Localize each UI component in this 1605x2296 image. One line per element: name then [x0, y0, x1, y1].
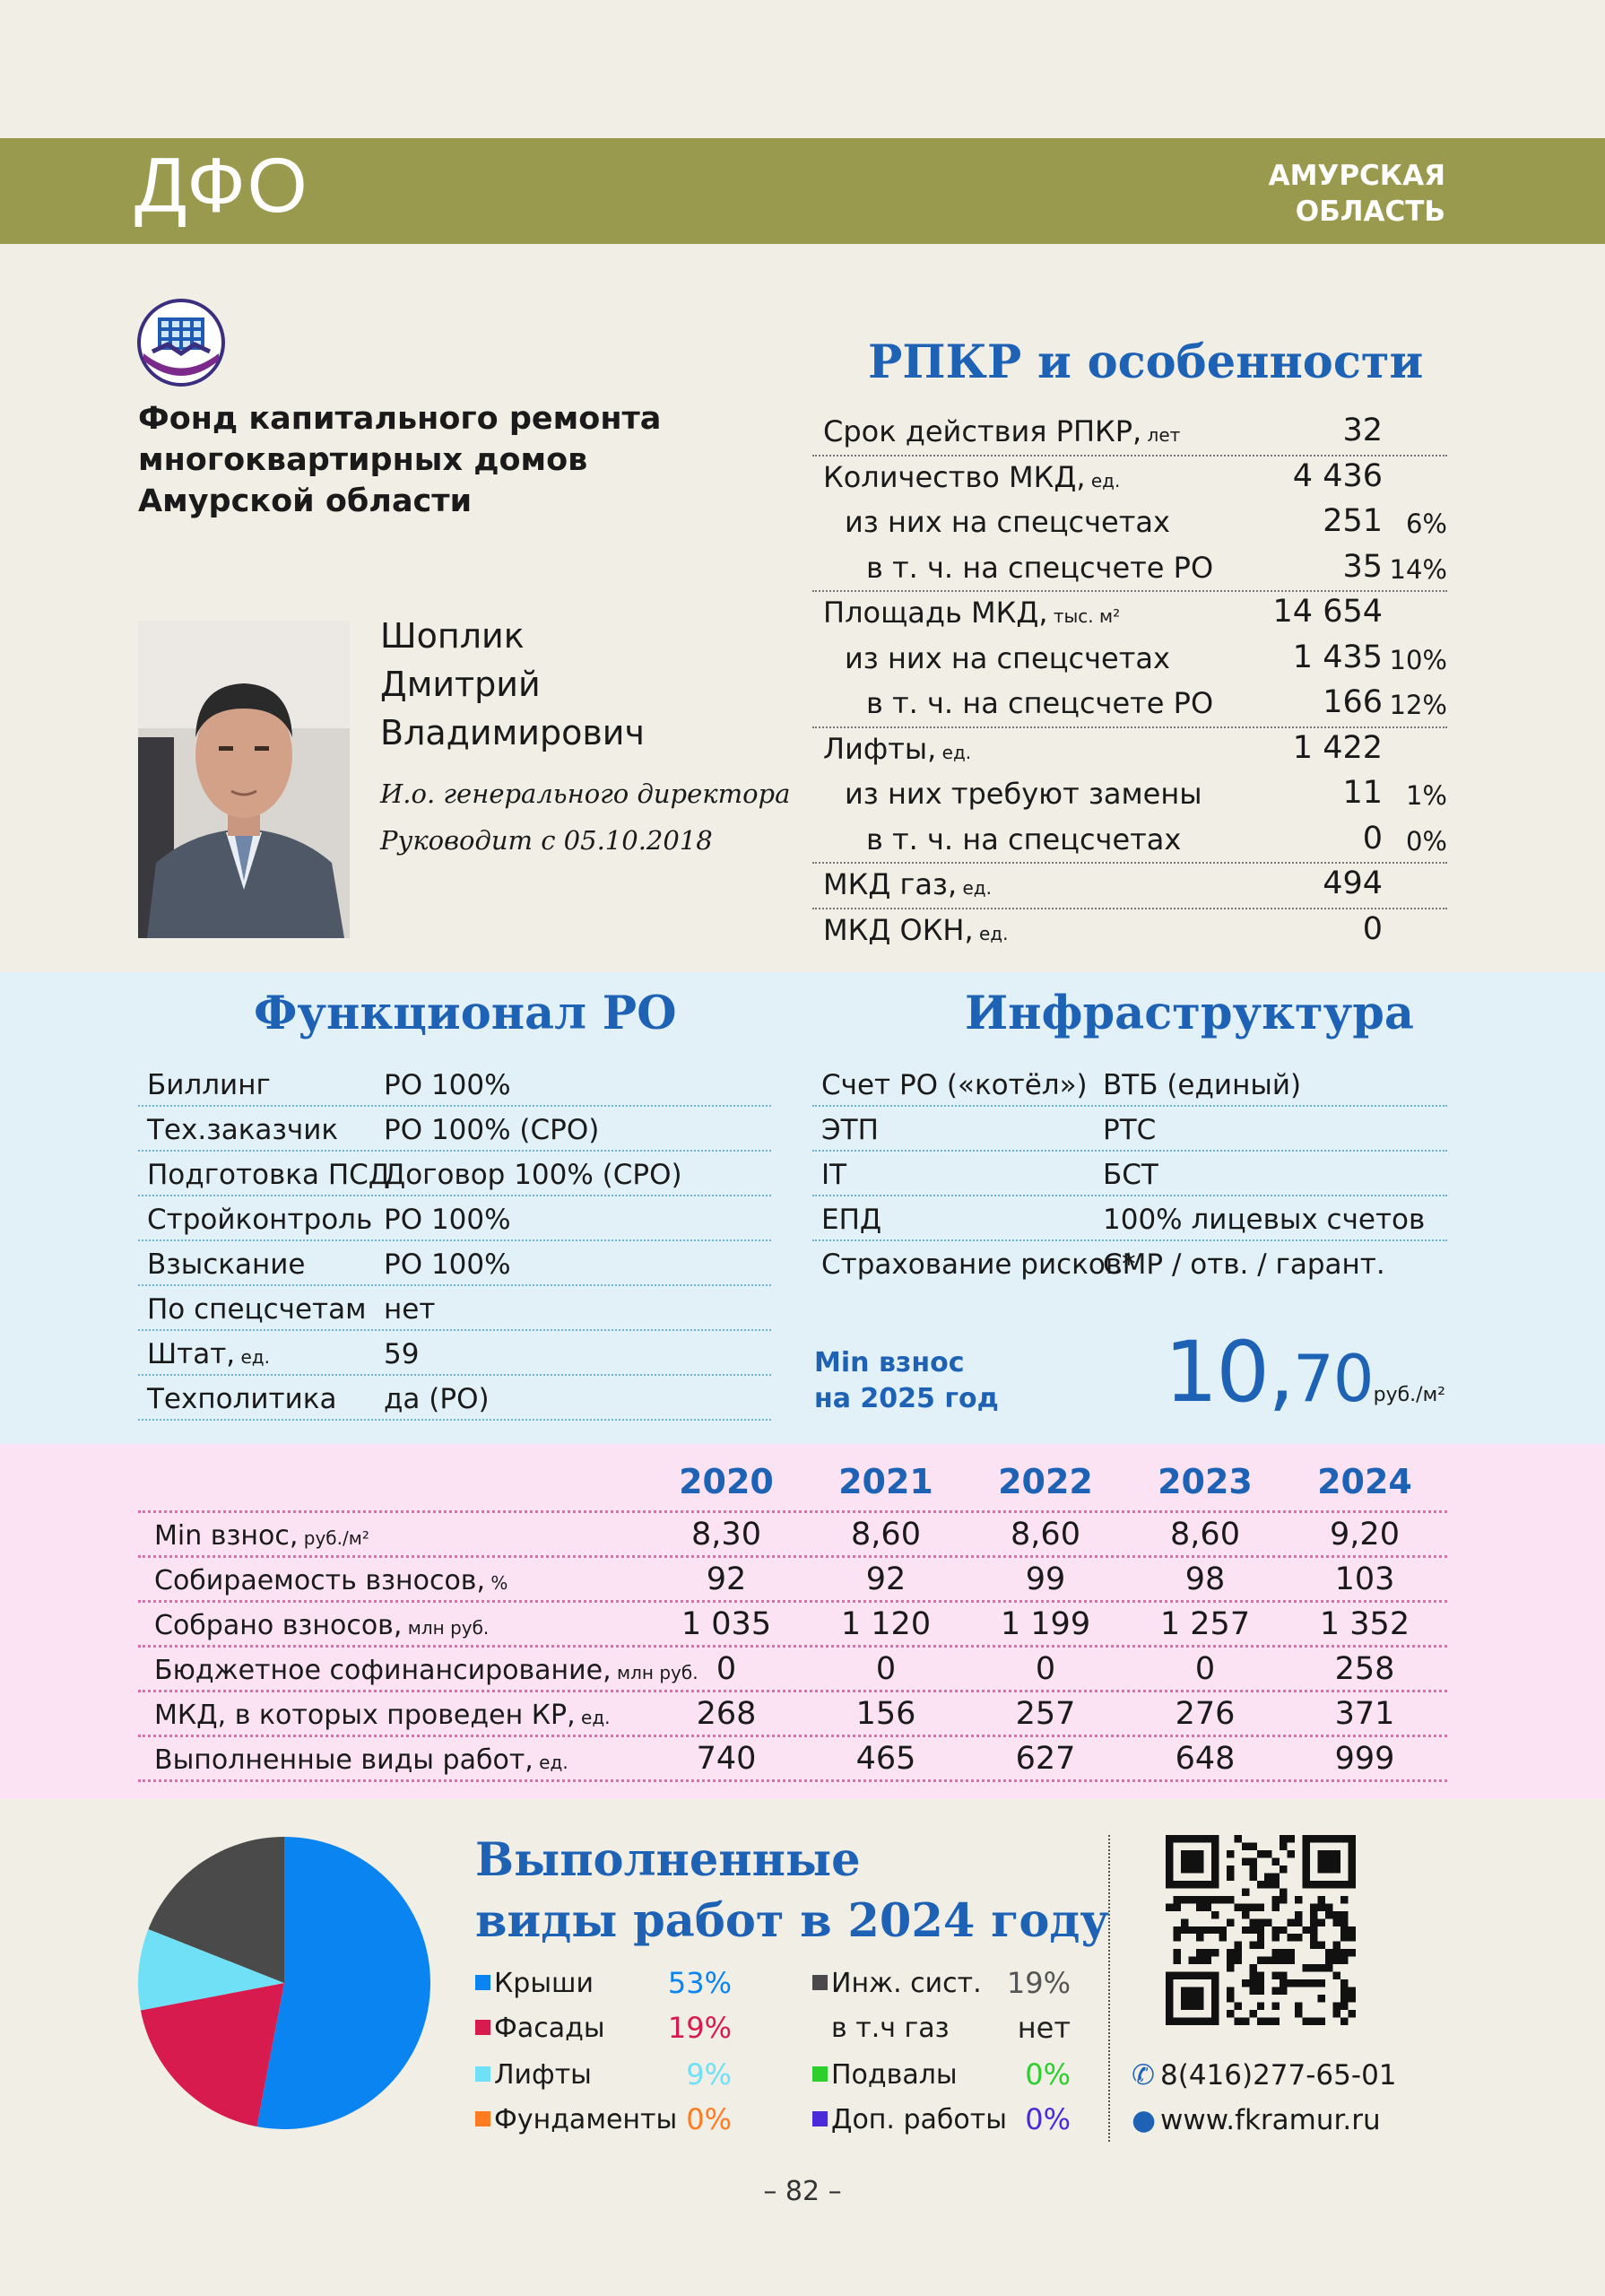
functional-row [138, 1331, 771, 1376]
functional-row [138, 1196, 771, 1241]
yearly-cell: 0 [716, 1651, 737, 1687]
infrastructure-row-value: БСТ [1103, 1159, 1158, 1191]
infrastructure-row [812, 1107, 1447, 1152]
rpkr-row [812, 547, 1447, 593]
yearly-row-unit: ед. [575, 1707, 611, 1728]
infrastructure-row-value: РТС [1103, 1114, 1157, 1146]
rpkr-row-unit: ед. [1085, 469, 1121, 491]
yearly-cell: 1 199 [1000, 1606, 1091, 1642]
organization-name-line1: Фонд капитального ремонта [138, 401, 662, 437]
yearly-cell: 0 [1194, 1651, 1216, 1687]
yearly-cell: 156 [855, 1696, 916, 1732]
rpkr-row-label-text: из них требуют замены [845, 777, 1202, 811]
functional-row-label-text: Подготовка ПСД [147, 1159, 391, 1191]
yearly-row-label-text: Бюджетное софинансирование, [154, 1655, 612, 1686]
rpkr-row-unit: лет [1141, 424, 1181, 446]
legend-swatch [475, 2066, 490, 2082]
rpkr-row [812, 864, 1447, 909]
yearly-row [138, 1513, 1447, 1558]
yearly-cell: 98 [1184, 1561, 1226, 1597]
yearly-row-label [154, 1520, 369, 1552]
rpkr-row-label-text: Количество МКД, [823, 459, 1086, 494]
legend-percent: 0% [686, 2102, 732, 2136]
min-contribution-value-int: 10, [1164, 1324, 1293, 1422]
functional-table [138, 1062, 771, 1421]
yearly-cell: 740 [696, 1741, 757, 1777]
qr-code [1166, 1835, 1356, 2025]
rpkr-row-label [866, 551, 1213, 585]
legend-item [475, 2059, 592, 2091]
rpkr-row-label [823, 913, 1009, 947]
page-number: – 82 – [763, 2176, 842, 2207]
rpkr-row-unit: ед. [973, 922, 1009, 944]
rpkr-row-label-text: МКД газ, [823, 867, 958, 901]
rpkr-row-label-text: в т. ч. на спецсчетах [866, 822, 1182, 857]
legend-percent: нет [1017, 2011, 1071, 2045]
infrastructure-row [812, 1062, 1447, 1107]
phone-icon: ✆ [1132, 2059, 1155, 2092]
functional-row-label-text: Биллинг [147, 1069, 271, 1101]
legend-swatch [812, 2020, 828, 2035]
legend-item [812, 2013, 950, 2044]
rpkr-row-label [845, 777, 1202, 811]
rpkr-row-percent: 6% [1405, 509, 1447, 539]
functional-row-value: 59 [384, 1338, 420, 1370]
functional-row-label [147, 1293, 367, 1326]
rpkr-row-value: 251 [1323, 503, 1383, 539]
yearly-cell: 371 [1334, 1696, 1395, 1732]
functional-row-unit: ед. [235, 1346, 270, 1368]
rpkr-row-label-text: из них на спецсчетах [845, 505, 1170, 539]
rpkr-row-unit: ед. [936, 741, 972, 763]
rpkr-row [812, 819, 1447, 865]
min-contribution-label-line2: на 2025 год [814, 1383, 999, 1414]
yearly-row-label-text: МКД, в которых проведен КР, [154, 1700, 576, 1731]
director-photo [138, 621, 350, 938]
yearly-cell: 1 352 [1319, 1606, 1410, 1642]
rpkr-row-value: 11 [1342, 775, 1383, 811]
yearly-row-label-text: Собрано взносов, [154, 1610, 403, 1641]
rpkr-row [812, 728, 1447, 774]
rpkr-row [812, 411, 1447, 457]
legend-item [475, 2013, 605, 2044]
yearly-cell: 92 [706, 1561, 747, 1597]
legend-label: Крыши [494, 1968, 594, 1999]
legend-percent: 9% [686, 2057, 732, 2092]
rpkr-row [812, 457, 1447, 502]
legend-label: Подвалы [831, 2059, 958, 2091]
functional-row-value: Договор 100% (СРО) [384, 1159, 682, 1191]
functional-section-title: Функционал РО [254, 987, 677, 1040]
director-name [380, 612, 645, 757]
yearly-cell: 268 [696, 1696, 757, 1732]
rpkr-table [812, 411, 1447, 954]
infrastructure-row-value: 100% лицевых счетов [1103, 1204, 1426, 1236]
yearly-cell: 92 [865, 1561, 907, 1597]
functional-row-label [147, 1114, 338, 1146]
legend-swatch [812, 2066, 828, 2082]
rpkr-row-value: 35 [1342, 548, 1383, 585]
rpkr-section-title: РПКР и особенности [868, 335, 1424, 389]
works-section-title [475, 1830, 1109, 1952]
legend-item [812, 1968, 982, 1999]
works-pie-chart [136, 1835, 432, 2131]
legend-swatch [475, 1975, 490, 1990]
yearly-row-label-text: Выполненные виды работ, [154, 1744, 534, 1776]
legend-percent: 19% [1006, 1966, 1071, 2000]
yearly-row-unit: млн руб. [402, 1617, 490, 1639]
legend-swatch [475, 2111, 490, 2126]
rpkr-row-percent: 14% [1389, 553, 1447, 585]
yearly-row-label [154, 1565, 508, 1596]
year-header: 2024 [1317, 1462, 1412, 1501]
director-first-name: Дмитрий [380, 665, 541, 704]
min-contribution-unit: руб./м² [1373, 1384, 1445, 1406]
infrastructure-row-label: ЕПД [821, 1204, 882, 1236]
contacts-divider [1108, 1835, 1110, 2142]
functional-row [138, 1152, 771, 1196]
contact-phone-number: 8(416)277-65-01 [1160, 2059, 1397, 2092]
infrastructure-table [812, 1062, 1447, 1286]
rpkr-row [812, 592, 1447, 638]
yearly-cell: 648 [1175, 1741, 1236, 1777]
yearly-cell: 8,30 [691, 1517, 761, 1552]
works-title-line2: виды работ в 2024 году [475, 1894, 1110, 1948]
functional-row [138, 1107, 771, 1152]
infrastructure-row [812, 1196, 1447, 1241]
infrastructure-row-value: СМР / отв. / гарант. [1103, 1248, 1385, 1281]
functional-row-label-text: Тех.заказчик [147, 1114, 339, 1146]
infrastructure-section-title: Инфраструктура [965, 987, 1414, 1040]
infrastructure-row [812, 1241, 1447, 1286]
yearly-row [138, 1558, 1447, 1603]
yearly-cell: 9,20 [1330, 1517, 1400, 1552]
yearly-cell: 0 [875, 1651, 897, 1687]
rpkr-row-label [845, 641, 1170, 675]
rpkr-row-percent: 12% [1389, 690, 1447, 720]
rpkr-row-label [823, 460, 1120, 494]
fund-logo-icon [136, 298, 226, 387]
yearly-row-label [154, 1744, 568, 1776]
rpkr-row-value: 0 [1362, 820, 1383, 857]
legend-swatch [812, 2111, 828, 2126]
yearly-cell: 1 035 [681, 1606, 772, 1642]
functional-row-label-text: Штат, [147, 1338, 236, 1370]
rpkr-row-label-text: Срок действия РПКР, [823, 414, 1142, 448]
functional-row-label [147, 1248, 305, 1281]
rpkr-row-label [823, 414, 1180, 448]
yearly-row-unit: % [485, 1572, 508, 1594]
yearly-cell: 103 [1334, 1561, 1395, 1597]
yearly-cell: 8,60 [1170, 1517, 1240, 1552]
legend-swatch [812, 1975, 828, 1990]
rpkr-row [812, 773, 1447, 819]
rpkr-row-label-text: в т. ч. на спецсчете РО [866, 686, 1214, 720]
yearly-cell: 465 [855, 1741, 916, 1777]
rpkr-row [812, 501, 1447, 547]
legend-percent: 53% [667, 1966, 732, 2000]
rpkr-row-percent: 1% [1405, 780, 1447, 811]
legend-swatch [475, 2020, 490, 2035]
organization-name [138, 398, 676, 522]
yearly-row [138, 1648, 1447, 1692]
legend-label: Инж. сист. [831, 1968, 982, 1999]
rpkr-row-label [823, 867, 992, 901]
functional-row-label [147, 1338, 270, 1370]
legend-percent: 0% [1025, 2102, 1071, 2136]
yearly-cell: 1 120 [840, 1606, 932, 1642]
rpkr-row-label [823, 596, 1120, 630]
functional-row-label-text: Взыскание [147, 1248, 306, 1281]
functional-row [138, 1062, 771, 1107]
yearly-row-label [154, 1655, 698, 1686]
district-title: ДФО [134, 143, 309, 229]
region-name [1269, 158, 1445, 230]
year-header: 2023 [1158, 1462, 1253, 1501]
legend-label: в т.ч газ [831, 2013, 950, 2044]
globe-icon: ● [1132, 2104, 1157, 2136]
functional-row-label [147, 1069, 271, 1101]
yearly-row [138, 1603, 1447, 1648]
functional-row-value: РО 100% [384, 1069, 511, 1101]
year-header: 2021 [838, 1462, 933, 1501]
yearly-cell: 257 [1015, 1696, 1076, 1732]
functional-row-value: да (РО) [384, 1383, 490, 1415]
rpkr-row-percent: 10% [1389, 644, 1447, 675]
functional-row-value: нет [384, 1293, 436, 1326]
rpkr-row-label [866, 686, 1213, 720]
year-header: 2020 [679, 1462, 774, 1501]
infrastructure-row-label: IT [821, 1159, 847, 1191]
legend-label: Доп. работы [831, 2104, 1007, 2135]
infrastructure-row-label: ЭТП [821, 1114, 879, 1146]
yearly-cell: 258 [1334, 1651, 1395, 1687]
yearly-cell: 0 [1035, 1651, 1056, 1687]
yearly-row-unit: млн руб. [611, 1662, 698, 1683]
yearly-stats-table [138, 1510, 1447, 1782]
yearly-row-unit: ед. [533, 1752, 568, 1773]
functional-row-label [147, 1383, 336, 1415]
legend-percent: 0% [1025, 2057, 1071, 2092]
rpkr-row-value: 1 435 [1292, 639, 1383, 675]
rpkr-row-label-text: МКД ОКН, [823, 912, 974, 947]
rpkr-row-label-text: в т. ч. на спецсчете РО [866, 550, 1214, 585]
functional-row-label [147, 1204, 372, 1236]
functional-row [138, 1376, 771, 1421]
infrastructure-row [812, 1152, 1447, 1196]
rpkr-row-label [866, 822, 1181, 857]
rpkr-row-label-text: Площадь МКД, [823, 596, 1048, 630]
contact-phone[interactable] [1132, 2059, 1397, 2092]
yearly-cell: 999 [1334, 1741, 1395, 1777]
rpkr-row-value: 32 [1342, 413, 1383, 448]
director-since: Руководит с 05.10.2018 [380, 825, 713, 856]
legend-item [475, 2104, 677, 2135]
rpkr-row-value: 14 654 [1272, 594, 1383, 630]
yearly-row-label [154, 1700, 611, 1731]
region-name-line1: АМУРСКАЯ [1268, 160, 1445, 192]
works-title-line1: Выполненные [475, 1833, 861, 1887]
rpkr-row-value: 494 [1323, 865, 1383, 901]
contact-website[interactable] [1132, 2104, 1381, 2136]
yearly-cell: 8,60 [851, 1517, 921, 1552]
legend-item [475, 1968, 594, 1999]
contact-website-url: www.fkramur.ru [1160, 2104, 1381, 2136]
legend-item [812, 2059, 958, 2091]
rpkr-row-label [823, 732, 971, 766]
legend-label: Лифты [494, 2059, 592, 2091]
organization-name-line2: многоквартирных домов [138, 442, 588, 478]
functional-row [138, 1286, 771, 1331]
infrastructure-row-value: ВТБ (единый) [1103, 1069, 1302, 1101]
rpkr-row-value: 166 [1323, 684, 1383, 720]
rpkr-row [812, 683, 1447, 728]
year-headers [0, 1462, 1605, 1507]
rpkr-row-label-text: Лифты, [823, 731, 937, 766]
rpkr-row [812, 638, 1447, 683]
functional-row-value: РО 100% (СРО) [384, 1114, 600, 1146]
functional-row-label [147, 1159, 390, 1191]
director-patronymic: Владимирович [380, 713, 645, 752]
infrastructure-row-label: Счет РО («котёл») [821, 1069, 1088, 1101]
yearly-row [138, 1737, 1447, 1782]
yearly-cell: 99 [1025, 1561, 1066, 1597]
min-contribution-value-dec: 70 [1293, 1341, 1374, 1416]
min-contribution-label-line1: Min взнос [814, 1347, 965, 1378]
director-surname: Шоплик [380, 616, 525, 656]
yearly-cell: 8,60 [1011, 1517, 1080, 1552]
functional-row-label-text: Техполитика [147, 1383, 337, 1415]
functional-row-value: РО 100% [384, 1204, 511, 1236]
rpkr-row-value: 4 436 [1292, 457, 1383, 494]
yearly-row-unit: руб./м² [298, 1527, 369, 1549]
rpkr-row-percent: 0% [1405, 825, 1447, 857]
yearly-row-label-text: Собираемость взносов, [154, 1565, 486, 1596]
organization-name-line3: Амурской области [138, 483, 473, 519]
yearly-cell: 276 [1175, 1696, 1236, 1732]
functional-row-label-text: По спецсчетам [147, 1293, 367, 1326]
rpkr-row-value: 1 422 [1292, 729, 1383, 766]
year-header: 2022 [998, 1462, 1093, 1501]
yearly-cell: 1 257 [1159, 1606, 1251, 1642]
yearly-row-label [154, 1610, 489, 1641]
infrastructure-row-label: Страхование рисков* [821, 1248, 1136, 1281]
rpkr-row-value: 0 [1362, 910, 1383, 947]
rpkr-row-unit: тыс. м² [1047, 605, 1121, 627]
rpkr-row-label-text: из них на спецсчетах [845, 640, 1170, 675]
legend-label: Фундаменты [494, 2104, 678, 2135]
rpkr-row-unit: ед. [957, 877, 992, 899]
rpkr-row [812, 909, 1447, 955]
director-position: И.о. генерального директора [380, 778, 791, 809]
legend-item [812, 2104, 1007, 2135]
legend-label: Фасады [494, 2013, 605, 2044]
functional-row-label-text: Стройконтроль [147, 1204, 373, 1236]
yearly-row-label-text: Min взнос, [154, 1520, 299, 1552]
yearly-cell: 627 [1015, 1741, 1076, 1777]
yearly-row [138, 1692, 1447, 1737]
region-header-bar [0, 138, 1605, 244]
min-contribution-label [814, 1345, 999, 1417]
functional-row [138, 1241, 771, 1286]
legend-percent: 19% [667, 2011, 732, 2045]
rpkr-row-label [845, 505, 1170, 539]
functional-row-value: РО 100% [384, 1248, 511, 1281]
min-contribution-value [1165, 1324, 1446, 1422]
region-name-line2: ОБЛАСТЬ [1295, 196, 1445, 228]
